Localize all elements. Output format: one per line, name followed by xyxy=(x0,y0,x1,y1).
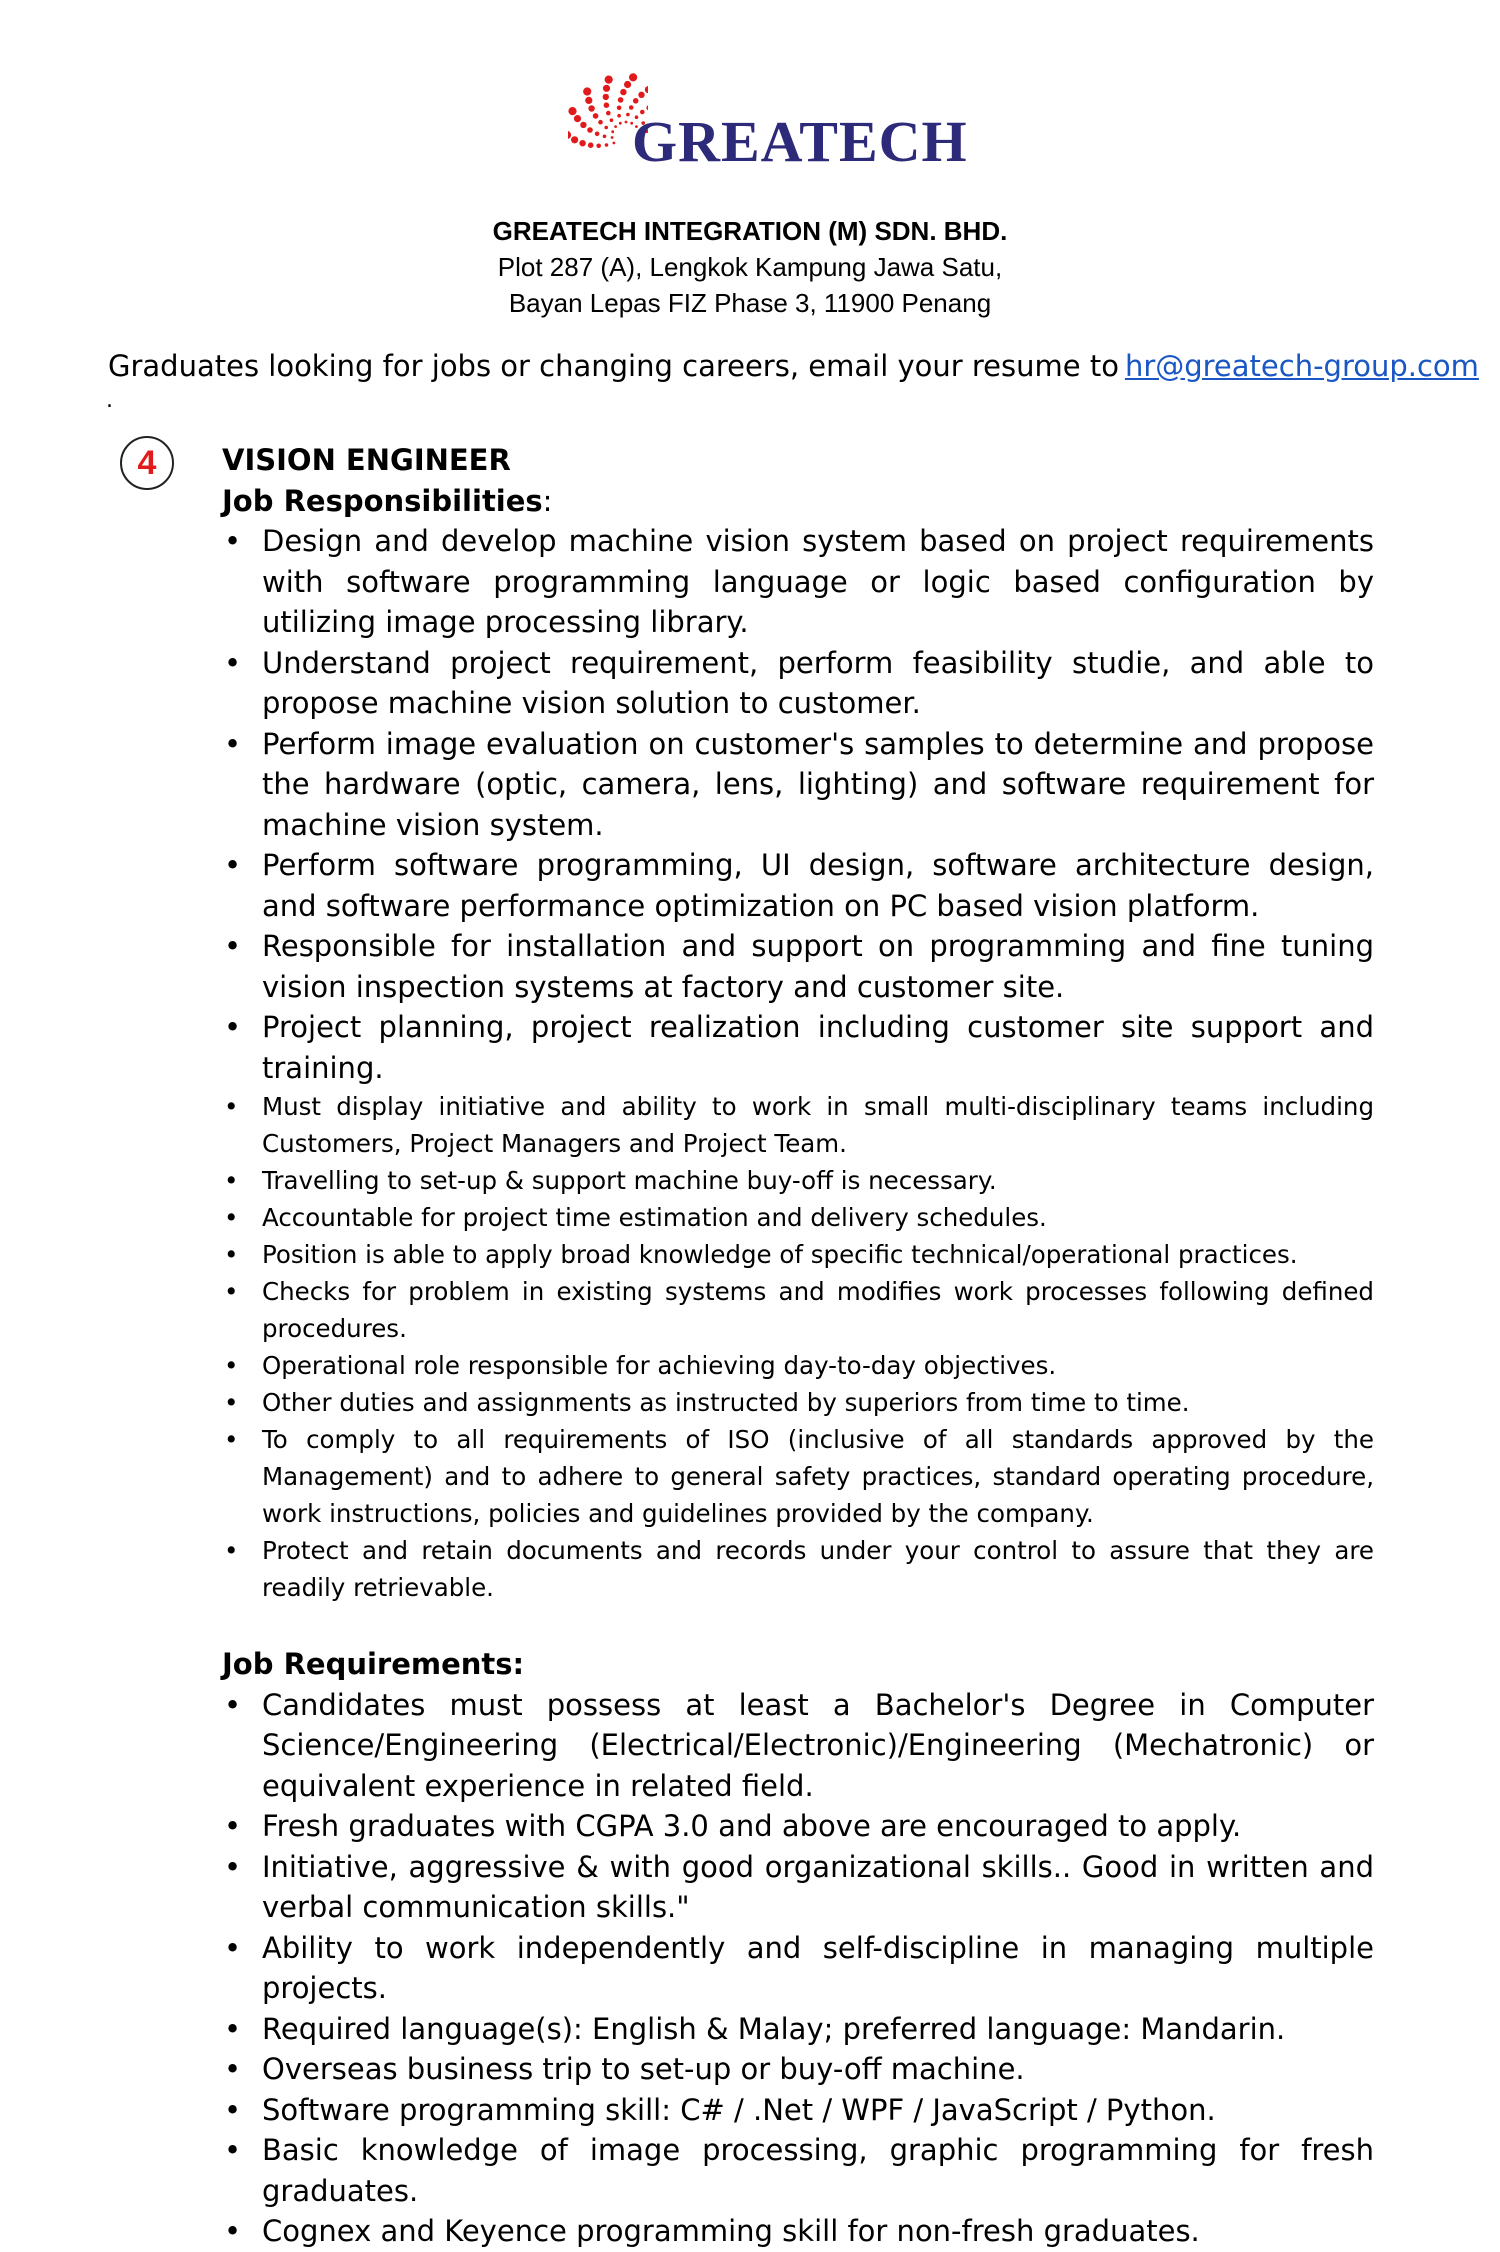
logo-dot xyxy=(613,142,616,145)
responsibility-item: • Checks for problem in existing systems and modifies work processes following defined procedures. xyxy=(222,1273,1374,1347)
requirements-list xyxy=(222,1685,1374,2252)
logo-dot xyxy=(583,87,591,95)
logo-dot xyxy=(587,127,593,133)
responsibilities-heading: Job Responsibilities: xyxy=(222,483,553,518)
position-number-badge: 4 xyxy=(120,436,174,490)
logo-dot xyxy=(598,120,603,125)
responsibility-item: • Perform software programming, UI design, software architecture design, and software performance optimization on PC based vision platform. xyxy=(222,845,1374,926)
requirement-item: • Software programming skill: C# / .Net / WPF / JavaScript / Python. xyxy=(222,2090,1374,2131)
logo-dot xyxy=(606,111,611,116)
requirement-item: • Required language(s): English & Malay; preferred language: Mandarin. xyxy=(222,2009,1374,2050)
company-header xyxy=(0,213,1500,321)
responsibility-item: • Must display initiative and ability to work in small multi-disciplinary teams including Customers, Project Managers and Project Team. xyxy=(222,1088,1374,1162)
responsibility-item: • To comply to all requirements of ISO (inclusive of all standards approved by the Management) and to adhere to general safety practices, standard operating procedure, work instructions, policies and guidelines provided by the company. xyxy=(222,1421,1374,1532)
logo-dot xyxy=(595,132,600,137)
logo-dot xyxy=(568,107,576,115)
logo-dot xyxy=(617,114,621,118)
logo-dot xyxy=(618,97,624,103)
logo-dot xyxy=(619,122,622,125)
logo-dot xyxy=(593,113,599,119)
logo-dot xyxy=(617,106,622,111)
responsibility-item: • Travelling to set-up & support machine buy-off is necessary. xyxy=(222,1162,1374,1199)
logo-dot xyxy=(605,143,609,147)
logo-dot xyxy=(588,105,594,111)
company-name: GREATECH INTEGRATION (M) SDN. BHD. xyxy=(492,216,1008,246)
logo-dot xyxy=(603,85,610,92)
logo-dot xyxy=(604,102,610,108)
requirement-item: • Cognex and Keyence programming skill for non-fresh graduates. xyxy=(222,2211,1374,2252)
responsibilities-list xyxy=(222,521,1374,1088)
company-logo xyxy=(568,70,968,200)
logo-dot xyxy=(568,131,571,139)
responsibility-item: • Project planning, project realization including customer site support and training. xyxy=(222,1007,1374,1088)
logo-dot xyxy=(625,121,628,124)
logo-dot xyxy=(603,135,607,139)
requirements-heading: Job Requirements: xyxy=(222,1647,525,1681)
job-posting xyxy=(222,440,1374,2252)
logo-dot xyxy=(624,81,631,88)
responsibility-item: • Operational role responsible for achieving day-to-day objectives. xyxy=(222,1347,1374,1384)
logo-dot xyxy=(638,92,644,98)
logo-wordmark: GREATECH xyxy=(632,109,968,174)
logo-dot xyxy=(611,130,614,133)
logo-dot xyxy=(585,97,592,104)
logo-dot xyxy=(580,122,586,128)
logo-dot xyxy=(620,89,626,95)
responsibility-item: • Other duties and assignments as instructed by superiors from time to time. xyxy=(222,1384,1374,1421)
logo-dot xyxy=(611,136,614,139)
requirement-item: • Initiative, aggressive & with good organizational skills.. Good in written and verbal communication skills." xyxy=(222,1847,1374,1928)
intro-line xyxy=(108,346,1479,386)
logo-dot xyxy=(571,136,578,143)
requirement-item: • Overseas business trip to set-up or buy-off machine. xyxy=(222,2049,1374,2090)
logo-dot xyxy=(629,73,637,81)
responsibility-item: • Understand project requirement, perform feasibility studie, and able to propose machine vision solution to customer. xyxy=(222,643,1374,724)
logo-dot xyxy=(603,94,609,100)
intro-text: Graduates looking for jobs or changing careers, email your resume to xyxy=(108,349,1119,383)
address-line-2: Bayan Lepas FIZ Phase 3, 11900 Penang xyxy=(508,288,992,318)
logo-dot xyxy=(626,113,630,117)
logo-dot xyxy=(604,126,608,130)
responsibility-item: • Accountable for project time estimation and delivery schedules. xyxy=(222,1199,1374,1236)
logo-dot xyxy=(633,98,639,104)
requirement-item: • Basic knowledge of image processing, graphic programming for fresh graduates. xyxy=(222,2130,1374,2211)
logo-dot xyxy=(610,118,614,122)
email-link[interactable]: hr@greatech-group.com xyxy=(1124,349,1479,383)
responsibilities-list-small xyxy=(222,1088,1374,1606)
responsibility-item: • Protect and retain documents and records under your control to assure that they are readily retrievable. xyxy=(222,1532,1374,1606)
requirement-item: • Ability to work independently and self-discipline in managing multiple projects. xyxy=(222,1928,1374,2009)
logo-dot xyxy=(588,142,594,148)
requirement-item: • Fresh graduates with CGPA 3.0 and above are encouraged to apply. xyxy=(222,1806,1374,1847)
requirement-item: • Candidates must possess at least a Bachelor's Degree in Computer Science/Engineering (Electrical/Electronic)/Engineering (Mechatronic) or equivalent experience in related field. xyxy=(222,1685,1374,1807)
job-title: VISION ENGINEER xyxy=(222,443,511,477)
responsibility-item: • Responsible for installation and support on programming and fine tuning vision inspection systems at factory and customer site. xyxy=(222,926,1374,1007)
address-line-1: Plot 287 (A), Lengkok Kampung Jawa Satu, xyxy=(497,252,1003,282)
responsibility-item: • Position is able to apply broad knowledge of specific technical/operational practices. xyxy=(222,1236,1374,1273)
logo-dot xyxy=(645,86,648,93)
responsibility-item: • Design and develop machine vision system based on project requirements with software programming language or logic based configuration by utilizing image processing library. xyxy=(222,521,1374,643)
stray-dot: . xyxy=(106,388,113,413)
logo-dot xyxy=(614,125,617,128)
logo-dot xyxy=(596,144,601,149)
logo-dot xyxy=(605,76,613,84)
logo-dot xyxy=(574,115,581,122)
logo-dot xyxy=(579,140,585,146)
responsibility-item: • Perform image evaluation on customer's samples to determine and propose the hardware (optic, camera, lens, lighting) and software requirement for machine vision system. xyxy=(222,724,1374,846)
